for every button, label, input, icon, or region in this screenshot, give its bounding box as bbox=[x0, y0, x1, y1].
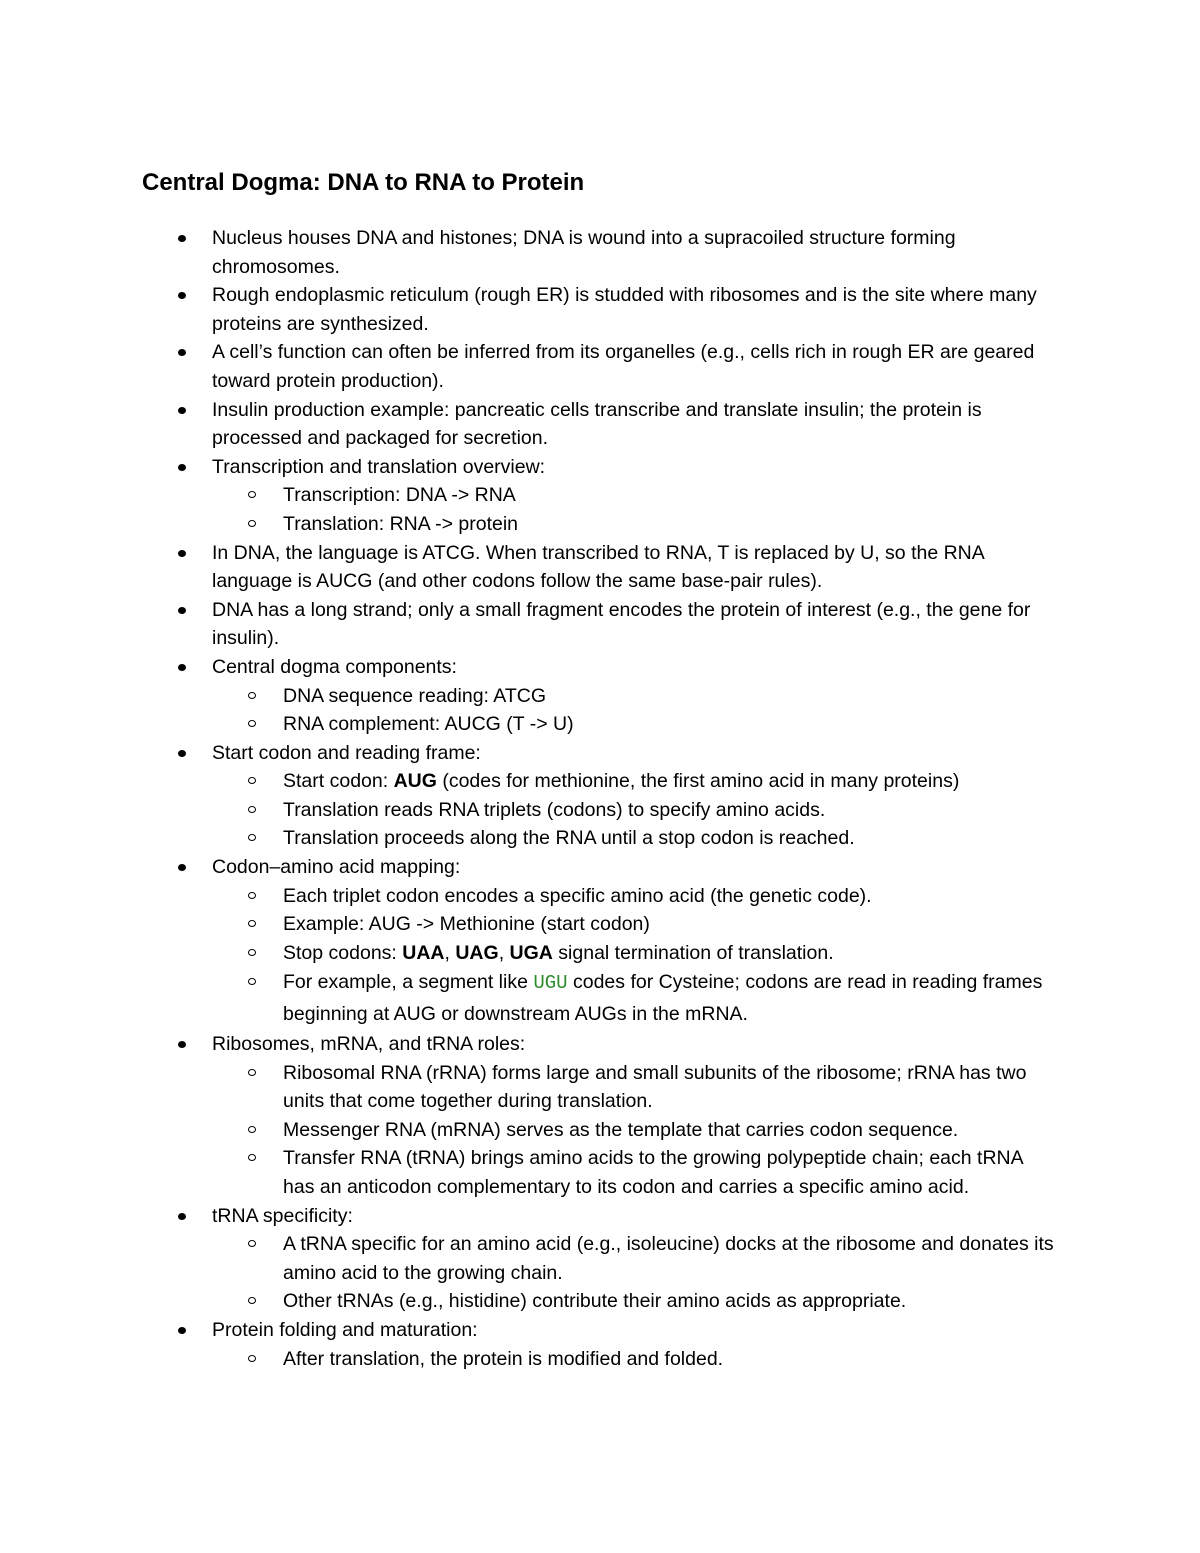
list-item-text: Start codon and reading frame: bbox=[212, 741, 481, 764]
hollow-bullet-icon bbox=[248, 692, 256, 699]
sub-list bbox=[212, 682, 1057, 739]
sub-list bbox=[212, 1059, 1057, 1202]
sub-list-item bbox=[0, 1345, 1057, 1374]
sub-item-text: Messenger RNA (mRNA) serves as the template that carries codon sequence. bbox=[283, 1118, 959, 1141]
list-item-text: tRNA specificity: bbox=[212, 1204, 353, 1227]
sub-list-item bbox=[0, 1116, 1057, 1145]
hollow-bullet-icon bbox=[248, 1154, 256, 1161]
bullet-icon bbox=[178, 235, 186, 242]
hollow-bullet-icon bbox=[248, 1355, 256, 1362]
list-item bbox=[0, 739, 1057, 853]
sub-list-item bbox=[0, 939, 1057, 968]
list-item bbox=[0, 453, 1057, 539]
sub-item-text: Each triplet codon encodes a specific amino acid (the genetic code). bbox=[283, 884, 872, 907]
sub-list bbox=[212, 767, 1057, 853]
bullet-icon bbox=[178, 864, 186, 871]
sub-list-item bbox=[0, 510, 1057, 539]
sub-list-item bbox=[0, 796, 1057, 825]
list-item-text: Transcription and translation overview: bbox=[212, 455, 546, 478]
sub-list-item bbox=[0, 967, 1057, 1030]
sub-item-text: After translation, the protein is modified and folded. bbox=[283, 1347, 724, 1370]
hollow-bullet-icon bbox=[248, 978, 256, 985]
hollow-bullet-icon bbox=[248, 520, 256, 527]
hollow-bullet-icon bbox=[248, 1240, 256, 1247]
sub-list-item bbox=[0, 710, 1057, 739]
sub-item-text: RNA complement: AUCG (T -> U) bbox=[283, 713, 574, 736]
separator-text: , bbox=[498, 941, 510, 964]
hollow-bullet-icon bbox=[248, 1069, 256, 1076]
list-item-text: Central dogma components: bbox=[212, 655, 457, 678]
bullet-icon bbox=[178, 464, 186, 471]
hollow-bullet-icon bbox=[248, 491, 256, 498]
sub-item-text: codes for Cysteine; codons are read in reading frames beginning at AUG or downstream AUGs in the mRNA. bbox=[283, 971, 1043, 1026]
sub-list-item bbox=[0, 1230, 1057, 1287]
bullet-icon bbox=[178, 750, 186, 757]
list-item bbox=[0, 1030, 1057, 1202]
start-codon-label: AUG bbox=[393, 770, 437, 793]
bullet-icon bbox=[178, 1213, 186, 1220]
list-item bbox=[0, 281, 1057, 338]
list-item bbox=[0, 653, 1057, 739]
sub-list-item bbox=[0, 1059, 1057, 1116]
sub-item-text: Translation: RNA -> protein bbox=[283, 512, 519, 535]
list-item-text: In DNA, the language is ATCG. When transcribed to RNA, T is replaced by U, so the RNA language is AUCG (and other codons follow the same base-pair rules). bbox=[212, 541, 984, 593]
list-item bbox=[0, 338, 1057, 395]
bullet-icon bbox=[178, 607, 186, 614]
hollow-bullet-icon bbox=[248, 949, 256, 956]
sub-item-text: For example, a segment like bbox=[283, 971, 534, 994]
sub-list bbox=[212, 481, 1057, 538]
sub-list bbox=[212, 882, 1057, 1030]
sub-item-text: Ribosomal RNA (rRNA) forms large and small subunits of the ribosome; rRNA has two units that come together during translation. bbox=[283, 1061, 1027, 1113]
separator-text: , bbox=[444, 941, 456, 964]
bullet-icon bbox=[178, 550, 186, 557]
hollow-bullet-icon bbox=[248, 1126, 256, 1133]
bullet-icon bbox=[178, 349, 186, 356]
sub-item-text: Transfer RNA (tRNA) brings amino acids to the growing polypeptide chain; each tRNA has an anticodon complementary to its codon and carries a specific amino acid. bbox=[283, 1147, 1023, 1198]
hollow-bullet-icon bbox=[248, 834, 256, 841]
sub-item-text: Other tRNAs (e.g., histidine) contribute their amino acids as appropriate. bbox=[283, 1290, 907, 1313]
sub-item-text: Example: AUG -> Methionine (start codon) bbox=[283, 913, 650, 936]
list-item bbox=[0, 1316, 1057, 1373]
sub-list-item bbox=[0, 481, 1057, 510]
hollow-bullet-icon bbox=[248, 777, 256, 784]
list-item bbox=[0, 853, 1057, 1030]
sub-item-text: A tRNA specific for an amino acid (e.g., isoleucine) docks at the ribosome and donates its amino acid to the growing chain. bbox=[283, 1233, 1054, 1284]
inline-code: UGU bbox=[533, 972, 568, 995]
sub-item-text: Translation reads RNA triplets (codons) to specify amino acids. bbox=[283, 798, 826, 821]
hollow-bullet-icon bbox=[248, 920, 256, 927]
list-item-text: Rough endoplasmic reticulum (rough ER) is studded with ribosomes and is the site where many proteins are synthesized. bbox=[212, 284, 1037, 335]
stop-codon-label: UGA bbox=[509, 941, 553, 964]
sub-item-text: Start codon: bbox=[283, 770, 394, 793]
sub-item-text: Transcription: DNA -> RNA bbox=[283, 484, 516, 507]
sub-list-item bbox=[0, 1144, 1057, 1201]
sub-list bbox=[212, 1345, 1057, 1374]
sub-list-item bbox=[0, 910, 1057, 939]
bullet-list bbox=[0, 224, 1200, 1373]
list-item-text: Protein folding and maturation: bbox=[212, 1318, 478, 1341]
bullet-icon bbox=[178, 292, 186, 299]
sub-item-text: (codes for methionine, the first amino acid in many proteins) bbox=[436, 770, 960, 793]
sub-item-text: Translation proceeds along the RNA until a stop codon is reached. bbox=[283, 827, 855, 850]
page-title: Central Dogma: DNA to RNA to Protein bbox=[142, 169, 585, 196]
list-item bbox=[0, 224, 1057, 281]
stop-codon-label: UAG bbox=[455, 941, 499, 964]
sub-list-item bbox=[0, 1287, 1057, 1316]
sub-list-item bbox=[0, 767, 1057, 796]
bullet-icon bbox=[178, 407, 186, 414]
sub-list bbox=[212, 1230, 1057, 1316]
hollow-bullet-icon bbox=[248, 892, 256, 899]
sub-list-item bbox=[0, 824, 1057, 853]
list-item bbox=[0, 396, 1057, 453]
list-item-text: Ribosomes, mRNA, and tRNA roles: bbox=[212, 1033, 526, 1056]
bullet-icon bbox=[178, 1041, 186, 1048]
list-item bbox=[0, 596, 1057, 653]
sub-list-item bbox=[0, 882, 1057, 911]
list-item-text: Nucleus houses DNA and histones; DNA is wound into a supracoiled structure forming chromosomes. bbox=[212, 227, 956, 278]
bullet-icon bbox=[178, 1327, 186, 1334]
hollow-bullet-icon bbox=[248, 806, 256, 813]
sub-item-text: DNA sequence reading: ATCG bbox=[283, 684, 547, 707]
list-item-text: DNA has a long strand; only a small fragment encodes the protein of interest (e.g., the gene for insulin). bbox=[212, 598, 1031, 650]
sub-item-text: signal termination of translation. bbox=[552, 941, 834, 964]
list-item-text: Insulin production example: pancreatic cells transcribe and translate insulin; the protein is processed and packaged for secretion. bbox=[212, 398, 982, 450]
sub-item-text: Stop codons: bbox=[283, 941, 403, 964]
hollow-bullet-icon bbox=[248, 720, 256, 727]
list-item bbox=[0, 539, 1057, 596]
list-item-text: Codon–amino acid mapping: bbox=[212, 856, 461, 879]
stop-codon-label: UAA bbox=[402, 941, 445, 964]
bullet-icon bbox=[178, 664, 186, 671]
hollow-bullet-icon bbox=[248, 1297, 256, 1304]
sub-list-item bbox=[0, 682, 1057, 711]
list-item-text: A cell’s function can often be inferred from its organelles (e.g., cells rich in rough ER are geared toward protein production). bbox=[212, 341, 1035, 392]
list-item bbox=[0, 1202, 1057, 1316]
